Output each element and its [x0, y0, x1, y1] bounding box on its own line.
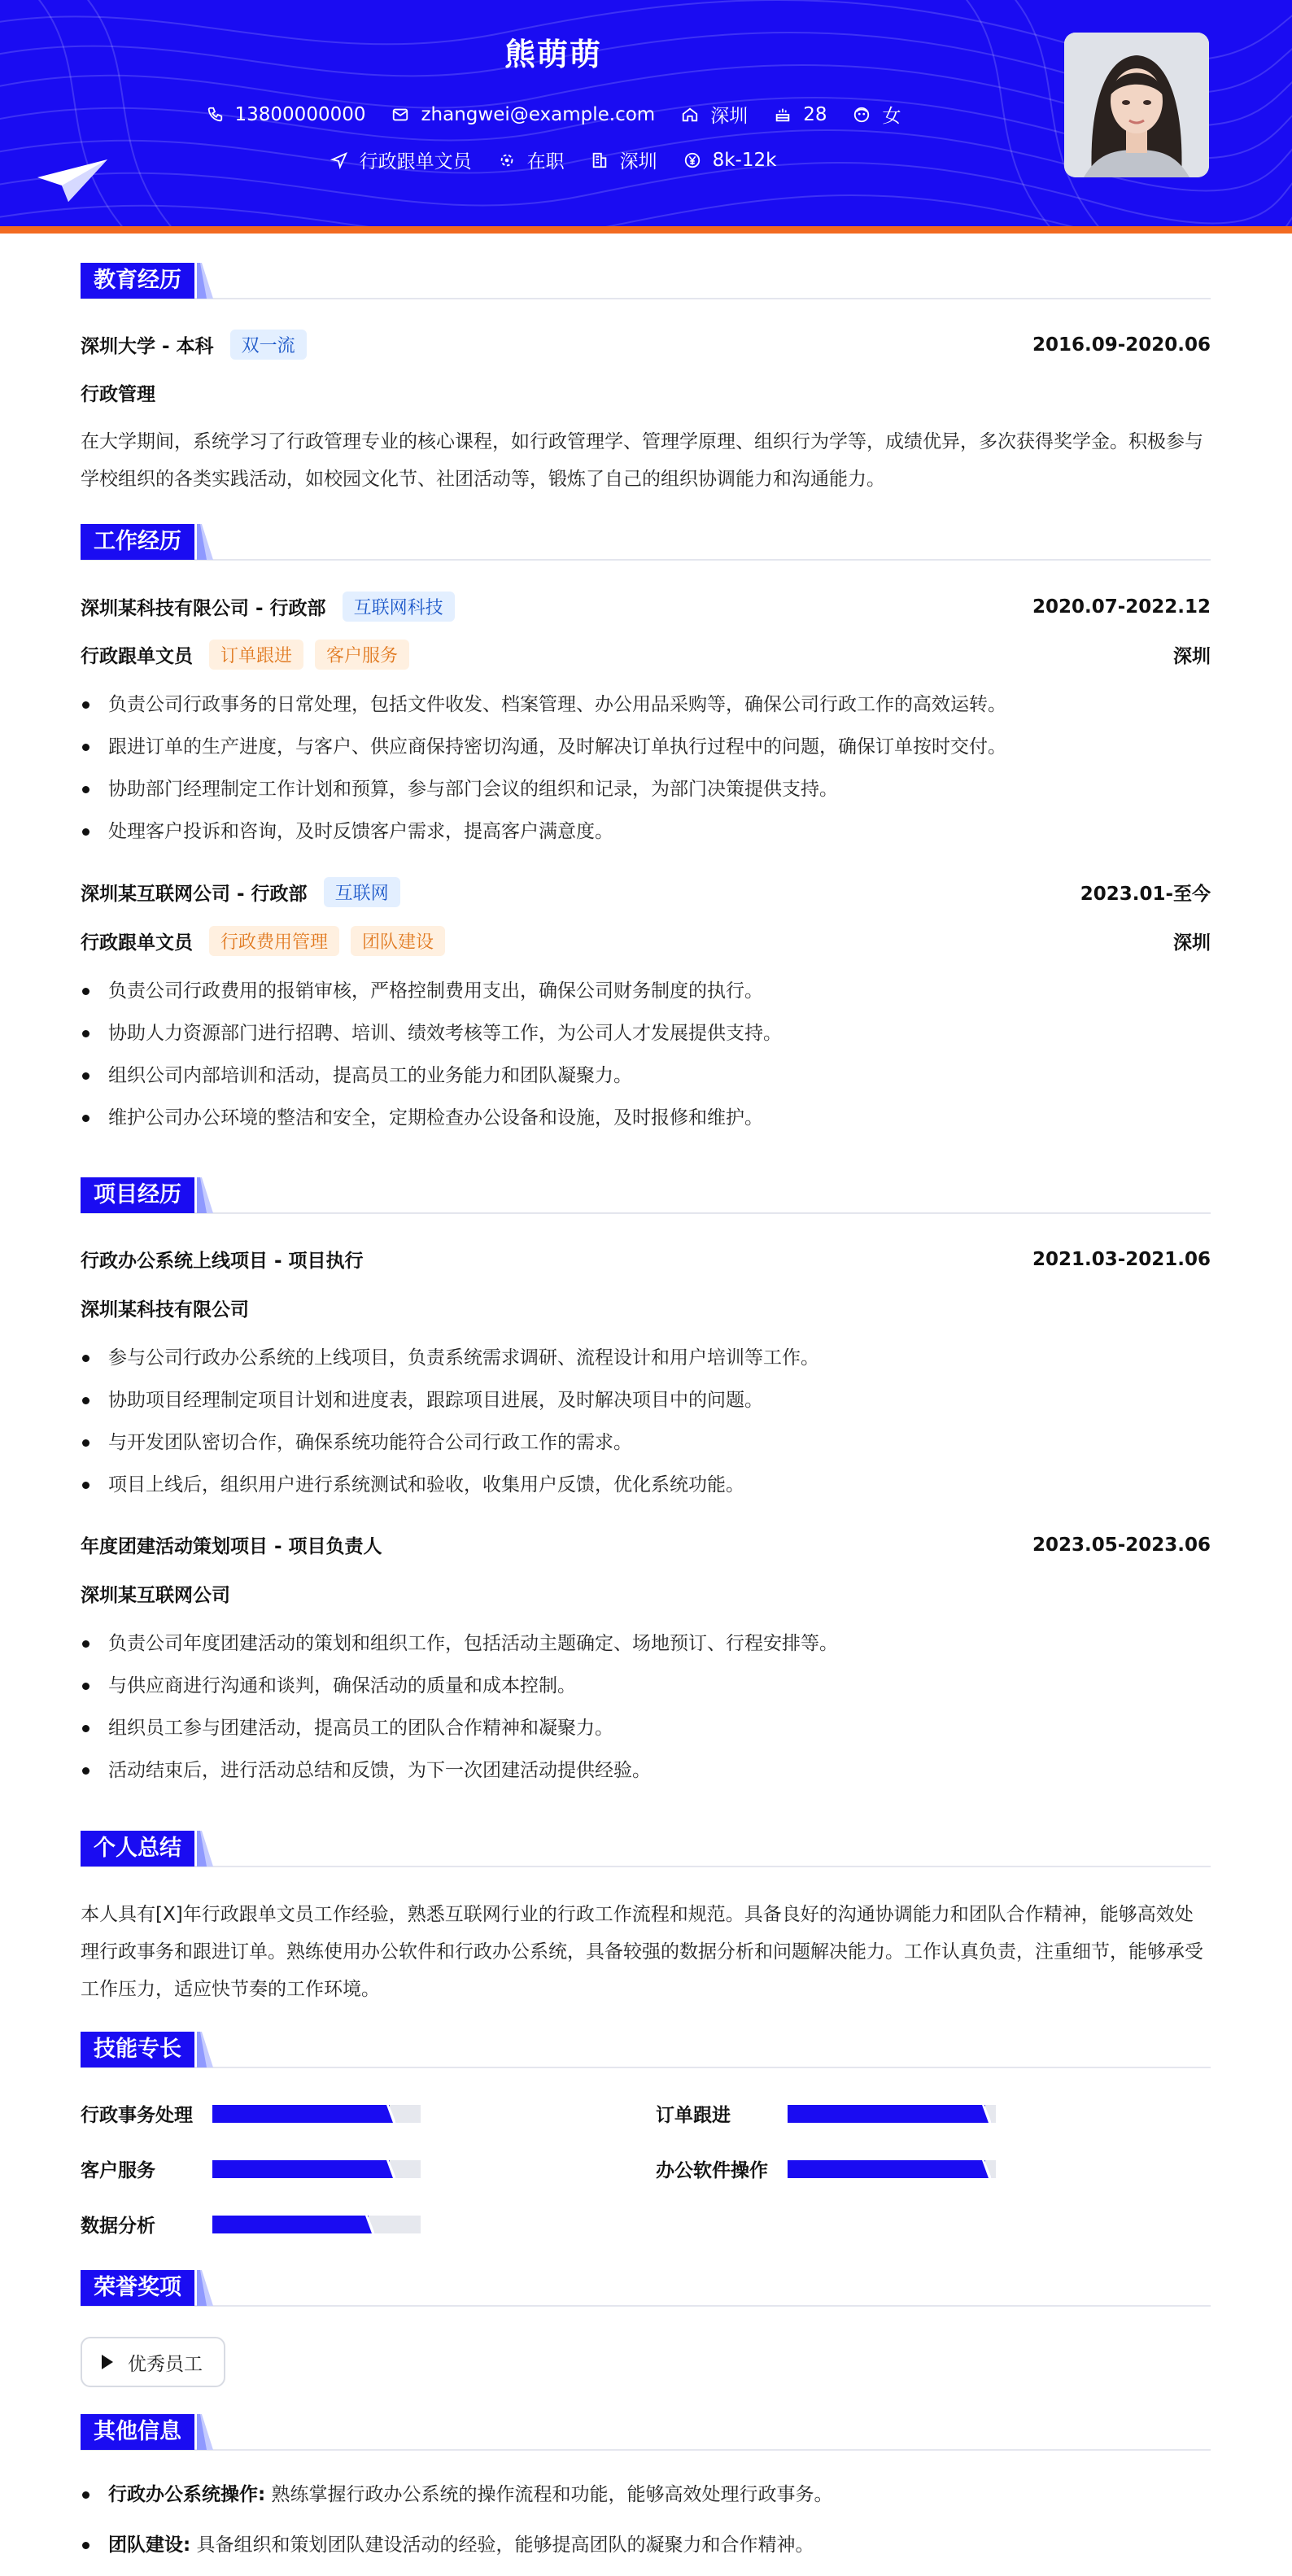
list-item: 协助部门经理制定工作计划和预算，参与部门会议的组织和记录，为部门决策提供支持。	[81, 768, 1211, 810]
section-work	[81, 524, 1211, 560]
status-icon	[498, 151, 516, 169]
skill-level-bar	[212, 2216, 421, 2233]
skill-name: 数据分析	[81, 2216, 155, 2237]
skill-name: 订单跟进	[656, 2105, 731, 2126]
candidate-name: 熊萌萌	[504, 37, 602, 72]
section-divider	[81, 2449, 1211, 2451]
section-title: 荣誉奖项	[81, 2270, 194, 2306]
skill-level-bar	[212, 2160, 421, 2178]
section-title: 教育经历	[81, 263, 194, 299]
school-name: 深圳大学 - 本科	[81, 336, 214, 357]
phone-text: 13800000000	[234, 103, 366, 125]
section-summary	[81, 1831, 1211, 1867]
section-projects	[81, 1177, 1211, 1213]
section-education	[81, 263, 1211, 299]
job-intent-row	[0, 146, 1106, 173]
list-item: 处理客户投诉和咨询，及时反馈客户需求，提高客户满意度。	[81, 810, 1211, 853]
skill-level-cap	[979, 2105, 995, 2123]
role-name: 行政跟单文员	[81, 646, 193, 667]
skill-level-fill	[212, 2105, 390, 2123]
gender-icon	[853, 106, 871, 124]
skill-tag: 行政费用管理	[209, 926, 339, 956]
work-location: 深圳	[1173, 646, 1211, 667]
list-item: 负责公司年度团建活动的策划和组织工作，包括活动主题确定、场地预订、行程安排等。	[81, 1622, 1211, 1665]
summary-text: 本人具有[X]年行政跟单文员工作经验，熟悉互联网行业的行政工作流程和规范。具备良好的沟通协调能力和团队合作精神，能够高效处理行政事务和跟进订单。熟练使用办公软件和行政办公系统，具备较强的数据分析和问题解决能力。工作认真负责，注重细节，能够承受工作压力，适应快节奏的工作环境。	[81, 1904, 1203, 2000]
skill-level-bar	[212, 2105, 421, 2123]
work-header-row	[81, 592, 1211, 622]
section-title: 项目经历	[81, 1177, 194, 1213]
honor-badge	[81, 2337, 225, 2387]
project-tasks-list	[81, 1622, 1211, 1792]
work-location: 深圳	[1173, 932, 1211, 954]
project-title: 行政办公系统上线项目 - 项目执行	[81, 1251, 364, 1272]
company-name: 深圳某互联网公司 - 行政部	[81, 884, 308, 905]
education-header-row	[81, 330, 1211, 360]
work-period: 2023.01-至今	[1080, 884, 1211, 905]
skill-level-cap	[383, 2160, 399, 2178]
skill-item	[656, 2155, 996, 2182]
age-text: 28	[803, 103, 827, 125]
project-header-row	[81, 1531, 1211, 1558]
target-city-text: 深圳	[619, 151, 657, 172]
section-title-tail	[197, 1177, 213, 1213]
gender-info	[853, 101, 901, 128]
building-icon	[591, 151, 609, 169]
header-accent-line	[0, 226, 1292, 234]
list-item: 负责公司行政事务的日常处理，包括文件收发、档案管理、办公用品采购等，确保公司行政工作的高效运转。	[81, 683, 1211, 726]
section-honors	[81, 2270, 1211, 2306]
phone-info	[206, 104, 366, 125]
list-item: 协助人力资源部门进行招聘、培训、绩效考核等工作，为公司人才发展提供支持。	[81, 1012, 1211, 1054]
skill-tag: 订单跟进	[209, 640, 303, 670]
salary-info	[683, 150, 777, 171]
project-tasks-list	[81, 1337, 1211, 1506]
skill-tag: 团队建设	[351, 926, 445, 956]
major-name: 行政管理	[81, 384, 155, 405]
section-title: 个人总结	[81, 1831, 194, 1867]
contact-row	[0, 101, 1106, 128]
other-label: 行政办公系统操作:	[108, 2484, 266, 2505]
section-divider	[81, 559, 1211, 561]
list-item	[81, 2524, 1211, 2566]
yen-coin-icon	[683, 151, 701, 169]
city-text: 深圳	[710, 106, 749, 127]
job-title-text: 行政跟单文员	[359, 151, 472, 172]
skill-level-cap	[383, 2105, 399, 2123]
industry-tag: 互联网科技	[343, 592, 455, 622]
work-role-row	[81, 640, 1211, 670]
section-title-tail	[197, 263, 213, 299]
skill-name: 客户服务	[81, 2160, 155, 2181]
work-period: 2020.07-2022.12	[1032, 596, 1211, 618]
company-name: 深圳某科技有限公司 - 行政部	[81, 598, 326, 619]
skill-level-fill	[212, 2160, 390, 2178]
send-icon	[330, 151, 348, 169]
profile-photo	[1064, 33, 1209, 177]
email-text: zhangwei@example.com	[421, 103, 656, 125]
skill-level-cap	[979, 2160, 995, 2178]
home-icon	[681, 106, 699, 124]
section-divider	[81, 1866, 1211, 1867]
list-item: 活动结束后，进行活动总结和反馈，为下一次团建活动提供经验。	[81, 1749, 1211, 1792]
skill-level-fill	[212, 2216, 369, 2233]
project-company: 深圳某科技有限公司	[81, 1299, 249, 1321]
role-name: 行政跟单文员	[81, 932, 193, 954]
email-info	[391, 104, 655, 125]
skill-level-cap	[362, 2216, 378, 2233]
skill-item	[81, 2155, 421, 2182]
list-item: 组织员工参与团建活动，提高员工的团队合作精神和凝聚力。	[81, 1707, 1211, 1749]
skill-level-fill	[788, 2160, 985, 2178]
play-triangle-icon	[102, 2355, 113, 2369]
section-title-tail	[197, 2414, 213, 2450]
section-title-tail	[197, 2032, 213, 2067]
section-title-tail	[197, 1831, 213, 1867]
work-role-row	[81, 926, 1211, 956]
mail-icon	[391, 106, 409, 124]
section-skills	[81, 2032, 1211, 2067]
education-description: 在大学期间，系统学习了行政管理专业的核心课程，如行政管理学、管理学原理、组织行为学等，成绩优异，多次获得奖学金。积极参与学校组织的各类实践活动，如校园文化节、社团活动等，锻炼了自己的组织协调能力和沟通能力。	[81, 431, 1203, 490]
project-header-row	[81, 1246, 1211, 1273]
section-title: 技能专长	[81, 2032, 194, 2067]
gender-text: 女	[882, 106, 901, 127]
list-item: 协助项目经理制定项目计划和进度表，跟踪项目进展，及时解决项目中的问题。	[81, 1379, 1211, 1421]
other-text: 具备组织和策划团队建设活动的经验，能够提高团队的凝聚力和合作精神。	[196, 2535, 814, 2556]
education-period: 2016.09-2020.06	[1032, 334, 1211, 356]
section-other	[81, 2414, 1211, 2450]
work-duties-list	[81, 970, 1211, 1139]
status-text: 在职	[526, 151, 565, 172]
project-title: 年度团建活动策划项目 - 项目负责人	[81, 1536, 382, 1557]
list-item: 与开发团队密切合作，确保系统功能符合公司行政工作的需求。	[81, 1421, 1211, 1464]
skill-item	[656, 2100, 996, 2127]
major-row	[81, 379, 1211, 406]
section-title: 其他信息	[81, 2414, 194, 2450]
job-title-info	[330, 146, 472, 173]
section-divider	[81, 2067, 1211, 2068]
resume-header	[0, 0, 1292, 226]
target-city-info	[591, 146, 657, 173]
project-company-row	[81, 1295, 1211, 1321]
section-divider	[81, 1212, 1211, 1214]
work-header-row	[81, 877, 1211, 907]
skill-name: 办公软件操作	[656, 2160, 768, 2181]
industry-tag: 互联网	[324, 877, 400, 907]
list-item	[81, 2473, 1211, 2516]
skill-item	[81, 2211, 421, 2238]
list-item: 项目上线后，组织用户进行系统测试和验收，收集用户反馈，优化系统功能。	[81, 1464, 1211, 1506]
list-item: 与供应商进行沟通和谈判，确保活动的质量和成本控制。	[81, 1665, 1211, 1707]
work-duties-list	[81, 683, 1211, 853]
other-info-list	[81, 2473, 1211, 2566]
honor-name: 优秀员工	[128, 2353, 203, 2375]
avatar-portrait	[1064, 33, 1209, 177]
cake-icon	[774, 106, 792, 124]
other-text: 熟练掌握行政办公系统的操作流程和功能，能够高效处理行政事务。	[271, 2484, 833, 2505]
skill-item	[81, 2100, 421, 2127]
skill-level-bar	[788, 2160, 996, 2178]
project-period: 2023.05-2023.06	[1032, 1534, 1211, 1556]
skill-level-bar	[788, 2105, 996, 2123]
list-item: 维护公司办公环境的整洁和安全，定期检查办公设备和设施，及时报修和维护。	[81, 1097, 1211, 1139]
list-item: 组织公司内部培训和活动，提高员工的业务能力和团队凝聚力。	[81, 1054, 1211, 1097]
section-title: 工作经历	[81, 524, 194, 560]
school-tag: 双一流	[230, 330, 307, 360]
list-item: 负责公司行政费用的报销审核，严格控制费用支出，确保公司财务制度的执行。	[81, 970, 1211, 1012]
project-company: 深圳某互联网公司	[81, 1585, 230, 1606]
other-label: 团队建设:	[108, 2535, 191, 2556]
section-divider	[81, 298, 1211, 299]
salary-text: 8k-12k	[712, 149, 777, 171]
skill-name: 行政事务处理	[81, 2105, 193, 2126]
project-company-row	[81, 1580, 1211, 1607]
skill-tag: 客户服务	[315, 640, 409, 670]
skill-level-fill	[788, 2105, 985, 2123]
age-info	[774, 104, 827, 125]
list-item: 跟进订单的生产进度，与客户、供应商保持密切沟通，及时解决订单执行过程中的问题，确保订单按时交付。	[81, 726, 1211, 768]
city-info	[681, 101, 748, 128]
phone-icon	[206, 106, 224, 124]
list-item: 参与公司行政办公系统的上线项目，负责系统需求调研、流程设计和用户培训等工作。	[81, 1337, 1211, 1379]
section-divider	[81, 2305, 1211, 2307]
section-title-tail	[197, 524, 213, 560]
section-title-tail	[197, 2270, 213, 2306]
project-period: 2021.03-2021.06	[1032, 1248, 1211, 1270]
status-info	[498, 146, 565, 173]
